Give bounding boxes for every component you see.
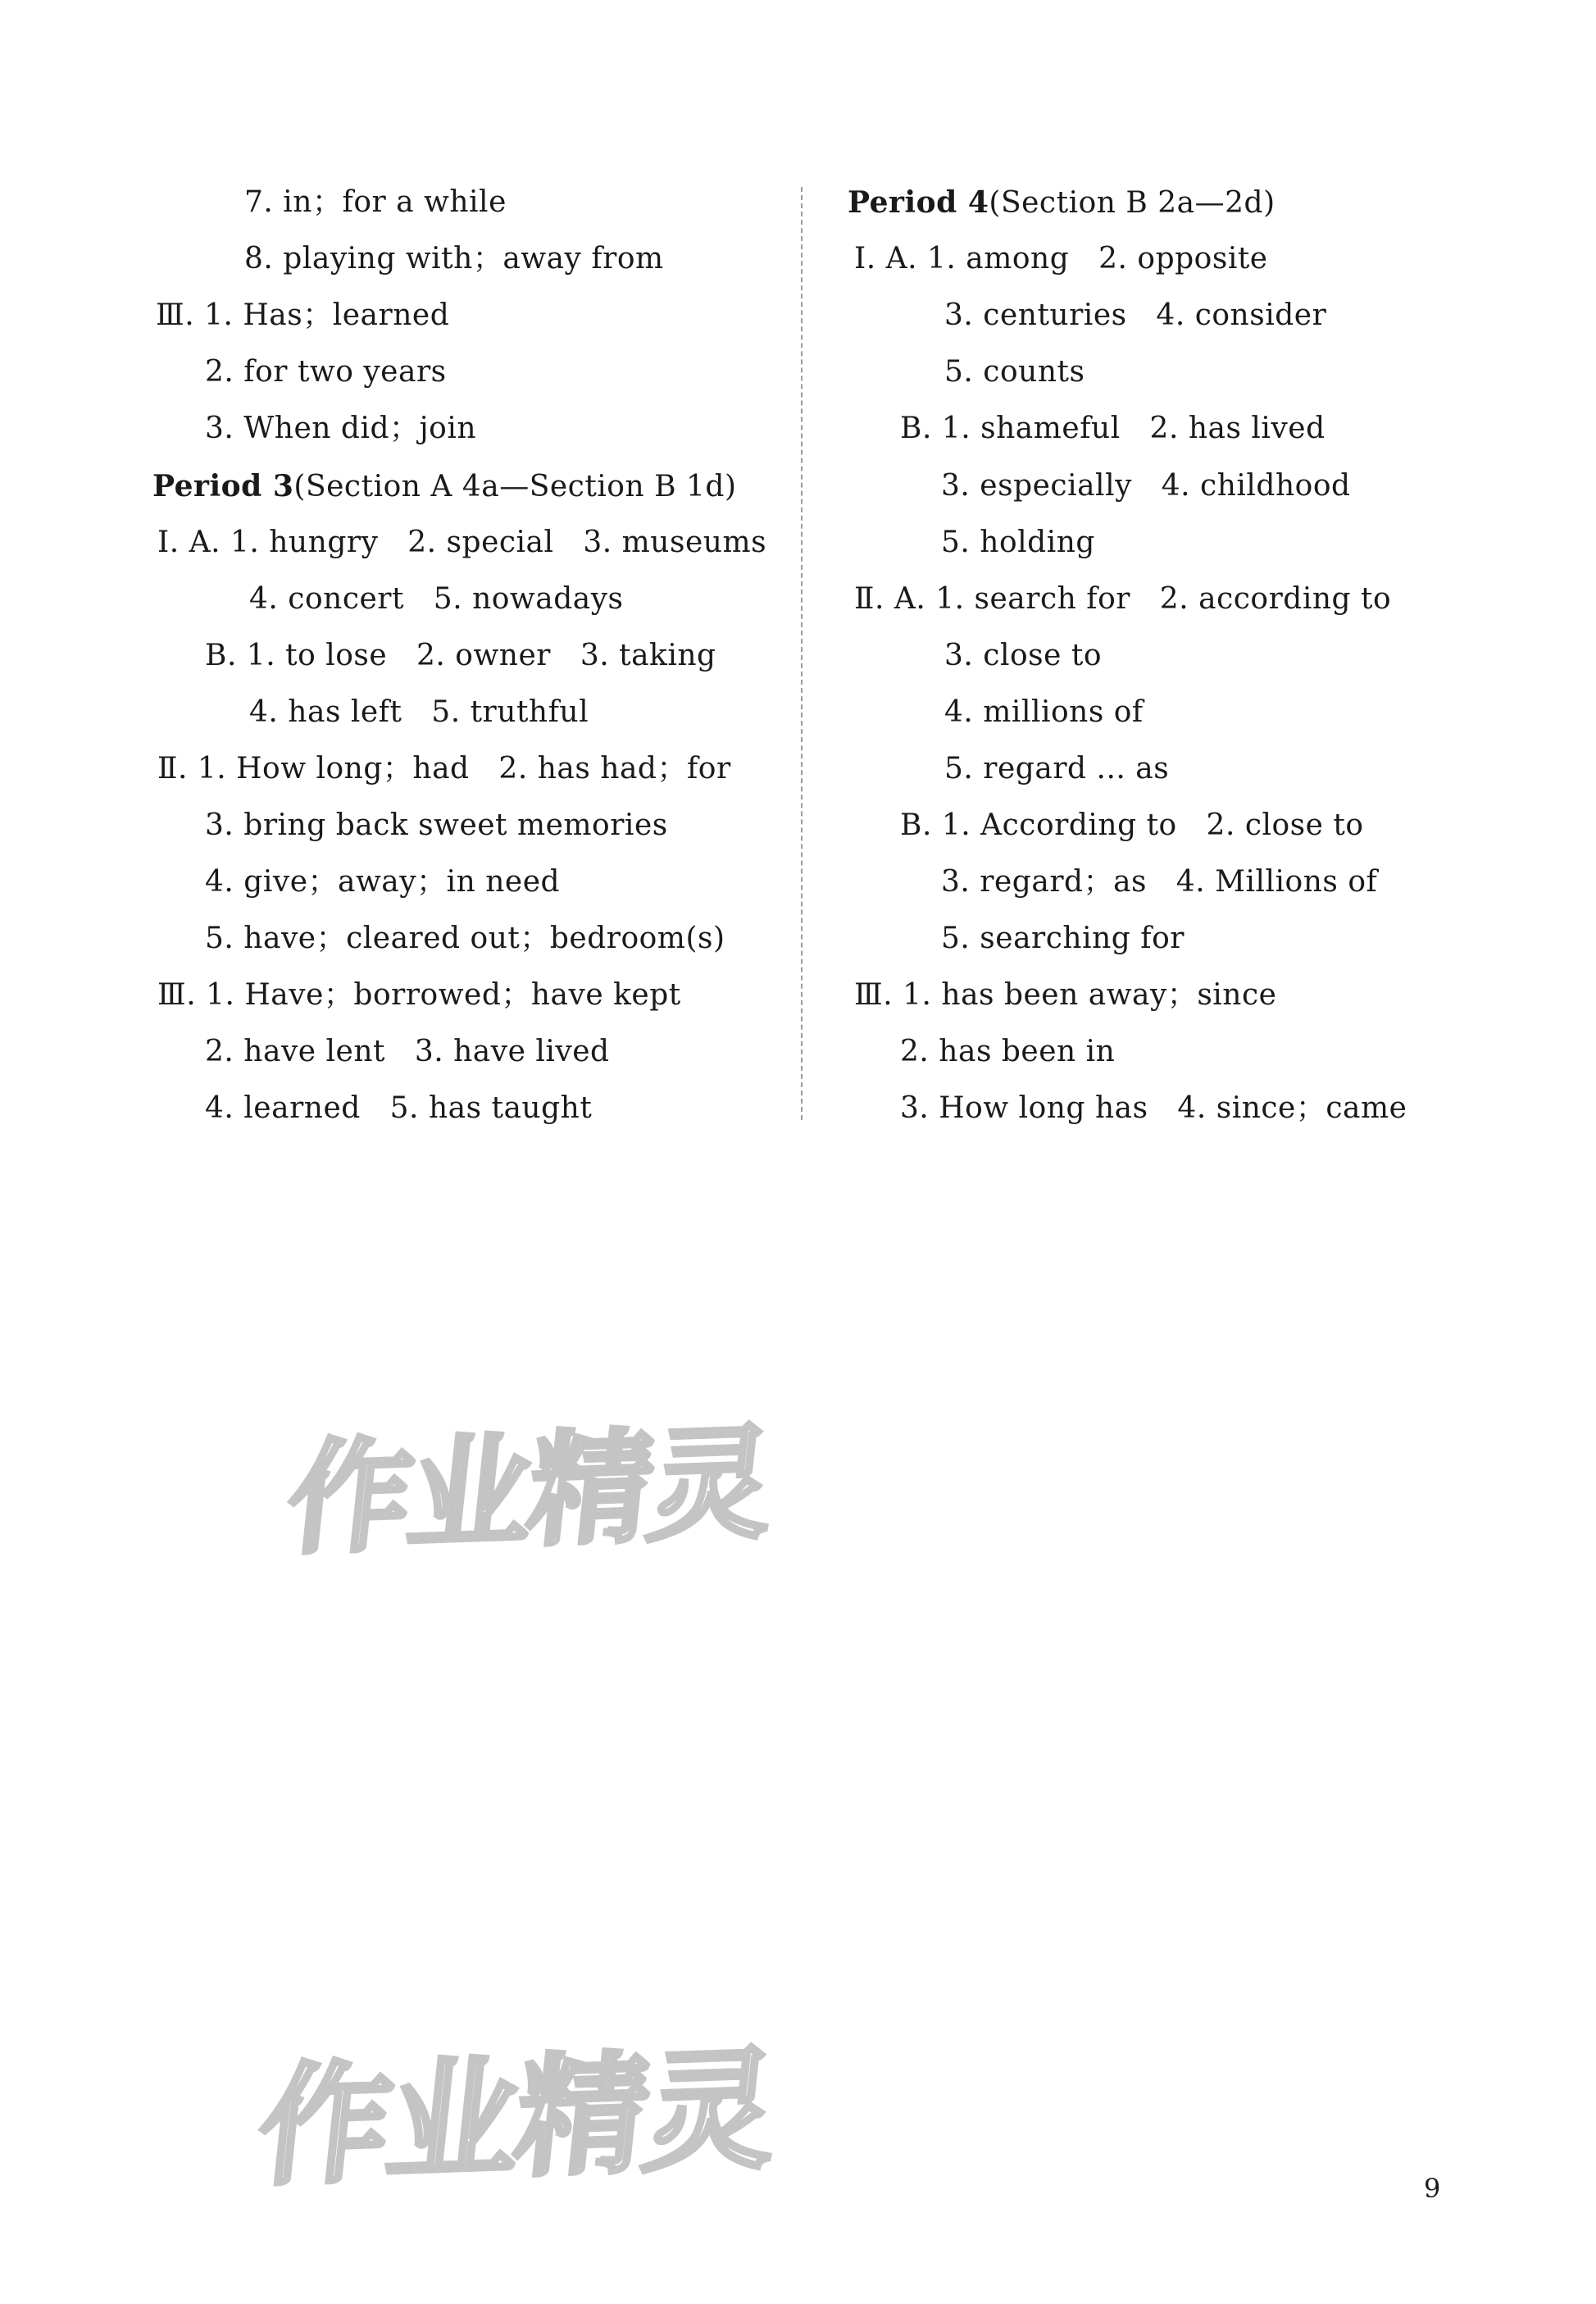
period-label: Period 4 (848, 185, 989, 220)
answer-line: B. 1. to lose 2. owner 3. taking (205, 639, 716, 672)
answer-line: 2. for two years (205, 355, 447, 389)
answer-line: 2. has been in (900, 1035, 1116, 1068)
answer-line: Ⅲ. 1. Have；borrowed；have kept (157, 978, 681, 1012)
answer-line: 4. concert 5. nowadays (249, 582, 624, 616)
answer-line: 3. especially 4. childhood (941, 469, 1351, 503)
answer-line: 3. When did；join (205, 412, 477, 445)
period-label: Period 3 (152, 469, 294, 503)
column-divider (801, 187, 803, 1120)
period-section: (Section A 4a—Section B 1d) (293, 470, 737, 503)
answer-line: 3. How long has 4. since；came (900, 1091, 1407, 1125)
answer-line: B. 1. shameful 2. has lived (900, 412, 1325, 445)
answer-line: 5. holding (941, 526, 1095, 559)
answer-line: 4. learned 5. has taught (205, 1091, 593, 1125)
period-heading (152, 471, 737, 502)
answer-line: 5. have；cleared out；bedroom(s) (205, 922, 725, 955)
page-number: 9 (1424, 2173, 1441, 2204)
answer-line: 3. close to (944, 639, 1103, 672)
answer-line: 4. millions of (944, 695, 1144, 729)
answer-line: 5. counts (944, 355, 1085, 389)
answer-line: Ⅲ. 1. Has；learned (156, 298, 450, 332)
answer-line: 4. has left 5. truthful (249, 695, 589, 729)
answer-line: 5. searching for (941, 922, 1184, 955)
answer-line: Ⅲ. 1. has been away；since (854, 978, 1277, 1012)
answer-line: Ⅰ. A. 1. hungry 2. special 3. museums (157, 526, 767, 559)
answer-line: 4. give；away；in need (205, 865, 561, 899)
answer-line: 7. in；for a while (244, 185, 507, 219)
watermark: 作业精灵 (280, 1412, 777, 1572)
answer-line: B. 1. According to 2. close to (900, 808, 1364, 842)
answer-line: 2. have lent 3. have lived (205, 1035, 610, 1068)
period-section: (Section B 2a—2d) (989, 186, 1275, 220)
answer-line: Ⅰ. A. 1. among 2. opposite (854, 242, 1268, 275)
answer-line: Ⅱ. A. 1. search for 2. according to (854, 582, 1392, 616)
answer-line: 3. centuries 4. consider (944, 298, 1327, 332)
watermark: 作业精灵 (251, 2033, 782, 2204)
answer-line: 5. regard ... as (944, 752, 1170, 785)
answer-line: 3. regard；as 4. Millions of (941, 865, 1378, 899)
period-heading (848, 185, 1275, 220)
answer-line: 8. playing with；away from (244, 242, 664, 275)
answer-line: Ⅱ. 1. How long；had 2. has had；for (157, 752, 731, 785)
answer-line: 3. bring back sweet memories (205, 808, 668, 842)
